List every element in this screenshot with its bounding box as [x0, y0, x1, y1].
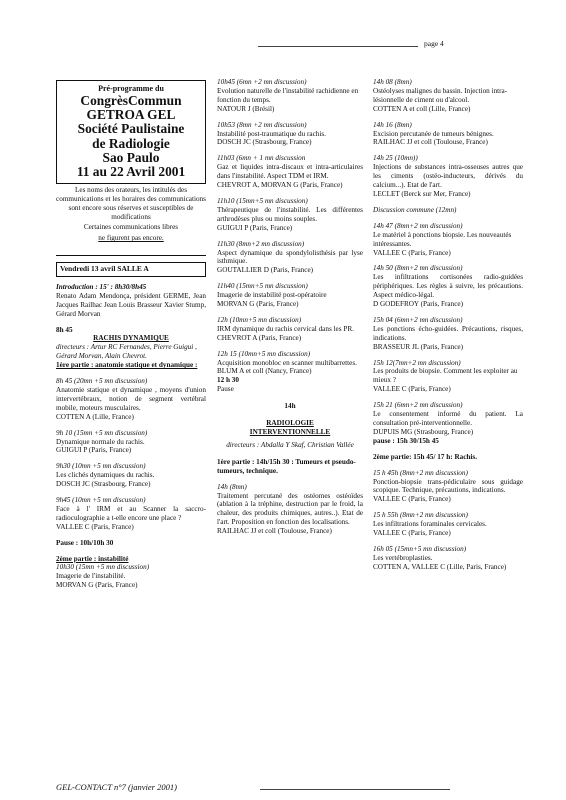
day-heading: Vendredi 13 avril SALLE A — [56, 262, 206, 277]
column-1 — [56, 78, 206, 597]
session-entry — [217, 483, 363, 536]
entry-author: CHEVROT A, MORVAN G (Paris, France) — [217, 181, 343, 190]
radio-title-1: RADIOLOGIE — [266, 419, 314, 428]
session-entry — [373, 511, 523, 538]
entry-author: VALLEE C (Paris, France) — [373, 385, 451, 394]
column-2 — [217, 78, 363, 543]
header-rule — [258, 46, 418, 47]
entry-title: Ponction-biopsie trans-pédiculaire sous guidage scopique. Technique, précautions, indications. — [373, 477, 523, 495]
announcement-box — [56, 80, 206, 184]
announcement-note-3-text: ne figurent pas encore. — [98, 234, 164, 243]
entry-author: D GODEFROY (Paris, France) — [373, 300, 463, 309]
page-number: page 4 — [424, 39, 444, 48]
footer-rule — [260, 789, 450, 790]
intro-text: Renato Adam Mendonça, président GERME, Jean Jacques Railhac Jean Louis Brasseur Xavier Stump, Gérard Morvan — [56, 291, 206, 318]
entry-author: MORVAN G (Paris, France) — [217, 300, 299, 309]
common-discussion: Discussion commune (12mn) — [373, 205, 457, 214]
entry-author: COTTEN A et coll (Lille, France) — [373, 104, 471, 113]
session-entry — [56, 496, 206, 532]
column-3 — [373, 78, 523, 579]
entry-time: 11h03 (6mn + 1 mn discussion — [217, 154, 306, 163]
entry-time: 11h30 (8mn+2 mn discussion) — [217, 239, 305, 248]
entry-time: 12h 15 (10mn+5 mn discussion) — [217, 349, 311, 358]
entry-title: Thérapeutique de l'instabilité. Les différentes arthrodèses plus ou moins souples. — [217, 205, 363, 223]
entry-author: MORVAN G (Paris, France) — [56, 581, 138, 590]
entry-time: 8h 45 (20mn +5 mn discussion) — [56, 377, 148, 386]
entry-time: 11h40 (15mn+5 mn discussion) — [217, 282, 308, 291]
session-entry — [373, 359, 523, 395]
session-entry — [56, 563, 206, 590]
entry-title: Gaz et liquides intra-discaux et intra-articulaires dans l'instabilité. Aspect TDM et IRM. — [217, 163, 363, 181]
entry-author: DOSCH JC (Strasbourg, France) — [56, 480, 151, 489]
entry-time: 14h 50 (8mn+2 mn discussion) — [373, 264, 463, 273]
entry-author: COTTEN A, VALLEE C (Lille, Paris, France) — [373, 562, 507, 571]
announcement-line-1: CongrèsCommun — [80, 93, 182, 108]
rachis-title: RACHIS DYNAMIQUE — [93, 334, 169, 343]
entry-title: Excision percutanée de tumeurs bénignes. — [373, 129, 494, 138]
announcement-line-3: Société Paulistaine — [77, 121, 185, 137]
session-entry — [56, 429, 206, 456]
entry-title: Imagerie de l'instabilité. — [56, 572, 126, 581]
session-entry — [373, 545, 523, 572]
entry-author: BRASSEUR JL (Paris, France) — [373, 342, 463, 351]
entry-author: VALLEE C (Paris, France) — [373, 529, 451, 538]
entry-title: Les infiltrations cortisonées radio-guidées périphériques. Les règles à suivre, les précautions. Aspect médico-légal. — [373, 273, 523, 300]
entry-author: GOUTALLIER D (Paris, France) — [217, 266, 314, 275]
entry-title: Le consentement informé du patient. La consultation pré-interventionnelle. — [373, 410, 523, 427]
entry-time: 14h 16 (8mn) — [373, 120, 412, 129]
part-3-heading: 2ème partie: 15h 45/ 17 h: Rachis. — [373, 452, 478, 461]
entry-title: Le matériel à ponctions biopsie. Les nouveautés intéressantes. — [373, 230, 512, 248]
radio-part-1: 1ère partie : 14h/15h 30 : Tumeurs et pseudo-tumeurs, technique. — [217, 457, 356, 475]
entry-title: Les produits de biopsie. Comment les exploiter au mieux ? — [373, 367, 518, 385]
entry-title: Ostéolyses malignes du bassin. Injection intra-lésionnelle de ciment ou d'alcool. — [373, 86, 508, 104]
entry-title: Les clichés dynamiques du rachis. — [56, 471, 155, 480]
entry-title: Evolution naturelle de l'instabilité rachidienne en fonction du temps. — [217, 86, 359, 104]
session-entry — [217, 282, 363, 309]
announcement-pre: Pré-programme du — [98, 84, 164, 93]
entry-time: 14h 47 (8mn+2 mn discussion) — [373, 221, 463, 230]
entry-author: GUIGUI P (Paris, France) — [56, 446, 132, 455]
intro-label: Introduction : 15' : 8h30/8h45 — [56, 282, 147, 291]
announcement-line-6: 11 au 22 Avril 2001 — [76, 164, 186, 180]
afternoon-start: 14h — [284, 402, 296, 411]
entry-title: Les vertébroplasties. — [373, 553, 433, 562]
session-entry — [217, 240, 363, 276]
entry-author: VALLEE C (Paris, France) — [373, 495, 451, 504]
announcement-line-5: Sao Paulo — [102, 149, 160, 165]
entry-time: 10h30 (15mn +5 mn discussion) — [56, 563, 150, 572]
session-entry — [56, 377, 206, 422]
entry-title: Anatomie statique et dynamique , moyens d'union intervertébraux, notion de segment vertébral mobile, moteurs musculaires. — [56, 385, 206, 412]
entry-author: COTTEN A (Lille, France) — [56, 412, 134, 421]
rachis-block — [56, 326, 206, 371]
session-entry — [217, 197, 363, 233]
entry-author: GUIGUI P (Paris, France) — [217, 223, 293, 232]
entry-time: 14h 25 (10mn)) — [373, 154, 418, 163]
session-entry — [373, 121, 523, 148]
entry-title: Traitement percutané des ostéomes ostéoïdes (ablation à la tréphine, destruction par le froid, la chaleur, des produits chimiques, autres..). Etat de l'art. Proposition en fonction des localisations. — [217, 491, 363, 527]
radio-directors: directeurs : Abdalla Y Skaf, Christian Vallée — [226, 440, 354, 449]
entry-title: Injections de substances intra-osseuses autres que les ciments (ostéo-inducteurs, dérivés du calcium...). Etat de l'art. — [373, 163, 523, 190]
announcement-line-2: GETROA GEL — [86, 107, 176, 123]
intro-block — [56, 283, 206, 319]
entry-title: Acquisition monobloc en scanner multibarrettes. — [217, 358, 357, 367]
entry-title: Les ponctions écho-guidées. Précautions, risques, indications. — [373, 324, 523, 342]
session-entry — [217, 78, 363, 114]
pause-2: Pause — [217, 385, 234, 394]
section-rule — [56, 255, 206, 256]
entry-author: RAILHAC JJ et coll (Toulouse, France) — [217, 527, 332, 536]
announcement-note: Les noms des orateurs, les intitulés des communications et les horaires des communications sont encore sous réserves et susceptibles de modifications — [56, 186, 206, 221]
radio-title-2: INTERVENTIONNELLE — [249, 428, 331, 436]
entry-author: DUPUIS MG (Strasbourg, France) — [373, 427, 474, 436]
session-entry — [373, 154, 523, 199]
entry-time: 15 h 55h (8mn+2 mn discussion) — [373, 511, 468, 520]
session-entry — [217, 154, 363, 190]
rachis-time: 8h 45 — [56, 325, 73, 334]
session-entry — [373, 469, 523, 505]
entry-title: Aspect dynamique du spondylolisthésis par lyse isthmique. — [217, 248, 363, 266]
announcement-note-2: Certaines communications libres — [83, 223, 179, 232]
entry-title: IRM dynamique du rachis cervical dans les PR. — [217, 324, 354, 333]
announcement-line-4: de Radiologie — [92, 135, 170, 151]
session-entry — [217, 316, 363, 343]
entry-title: Instabilité post-traumatique du rachis. — [217, 129, 326, 138]
entry-author: BLUM A et coll (Nancy, France) — [217, 367, 312, 376]
entry-time: 9h30 (10mn +5 mn discussion) — [56, 462, 146, 471]
announcement-note-3 — [56, 234, 206, 243]
entry-time: 11h10 (15mn+5 mn discussion) — [217, 196, 308, 205]
entry-title: Les infiltrations foraminales cervicales. — [373, 520, 487, 529]
session-entry — [373, 401, 523, 437]
entry-time: 15 h 45h (8mn+2 mn discussion) — [373, 468, 468, 477]
session-entry — [373, 222, 523, 258]
entry-time: 12h (10mn+5 mn discussion) — [217, 315, 302, 324]
entry-title: Dynamique normale du rachis. — [56, 437, 145, 446]
entry-author: DOSCH JC (Strasbourg, France) — [217, 138, 312, 147]
entry-title: Face à l' IRM et au Scanner la saccro-radioculographie a t-elle encore une place ? — [56, 504, 206, 522]
entry-time: 14h 08 (8mn) — [373, 78, 412, 86]
noon-time: 12 h 30 — [217, 376, 239, 385]
session-entry — [217, 121, 363, 148]
footer-publication: GEL-CONTACT n°7 (janvier 2001) — [56, 782, 177, 792]
session-entry — [373, 316, 523, 352]
rachis-directors: directeurs : Artur RC Fernandes, Pierre Guigui , Gérard Morvan, Alain Chevrot. — [56, 343, 197, 361]
session-entry — [56, 462, 206, 489]
entry-time: 10h53 (8mn +2 mn discussion) — [217, 120, 307, 129]
rachis-part: 1ère partie : anatomie statique et dynamique : — [56, 361, 198, 370]
entry-time: 16h 05 (15mn+5 mn discussion) — [373, 544, 467, 553]
entry-time: 9h 10 (15mn +5 mn discussion) — [56, 428, 148, 437]
entry-author: NATOUR J (Brésil) — [217, 104, 275, 113]
entry-time: 9h45 (10mn +5 mn discussion) — [56, 496, 146, 505]
session-entry — [217, 350, 363, 377]
session-entry — [373, 264, 523, 309]
entry-time: 14h (8mn) — [217, 482, 247, 491]
entry-time: 15h 21 (6mn+2 mn discussion) — [373, 401, 463, 410]
entry-time: 15h 12(7mn+2 mn discussion) — [373, 358, 461, 367]
entry-title: Imagerie de instabilité post-opératoire — [217, 291, 327, 300]
entry-time: 15h 04 (6mn+2 mn discussion) — [373, 315, 463, 324]
entry-author: CHEVROT A (Paris, France) — [217, 333, 302, 342]
entry-author: LECLET (Berck sur Mer, France) — [373, 189, 471, 198]
entry-author: VALLEE C (Paris, France) — [373, 248, 451, 257]
pause-3: pause : 15h 30/15h 45 — [373, 436, 439, 445]
entry-author: RAILHAC JJ et coll (Toulouse, France) — [373, 138, 488, 147]
part-2-heading: 2ème partie : instabilité — [56, 554, 129, 563]
entry-time: 10h45 (6mn +2 mn discussion) — [217, 78, 307, 86]
session-entry — [373, 78, 523, 114]
pause-1: Pause : 10h/10h 30 — [56, 538, 114, 547]
entry-author: VALLEE C (Paris, France) — [56, 522, 134, 531]
